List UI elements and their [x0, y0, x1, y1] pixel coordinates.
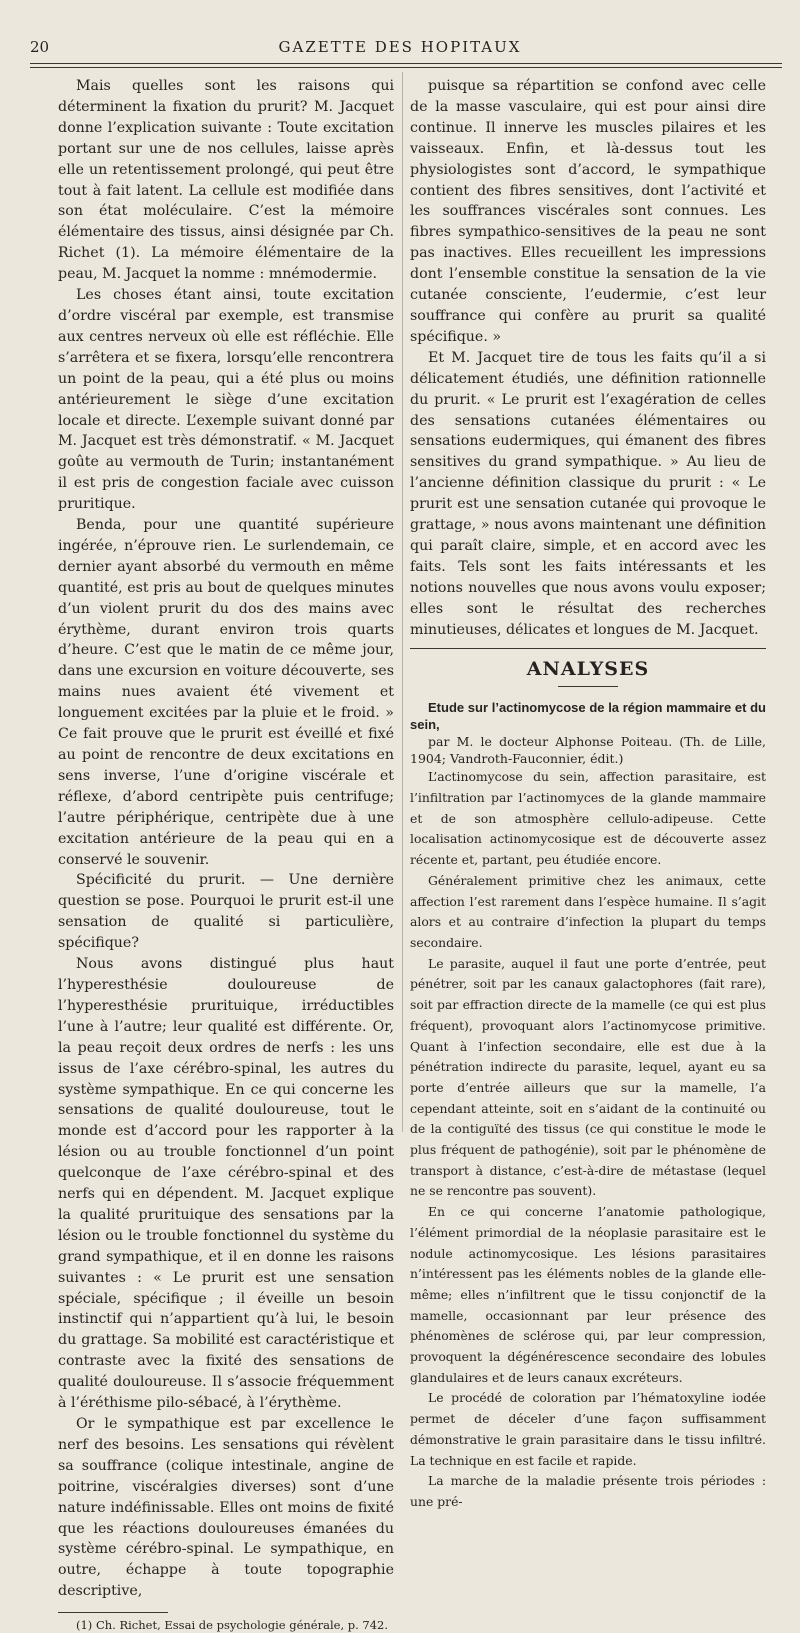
paragraph: Les choses étant ainsi, toute excitation d’ordre viscéral par exemple, est transmise aux centres nerveux où elle est réfléchie. Elle s’arrêtera et se fixera, lorsqu’elle rencontrera un point de la peau, qui a été plus ou moins antérieurement le siège d’une excitation locale et directe. L’exemple suivant donné par M. Jacquet est très démonstratif. « M. Jacquet goûte au vermouth de Turin; instantanément il est pris de congestion faciale avec cuisson pruritique. — [58, 287, 394, 513]
paragraph: Or le sympathique est par excellence le nerf des besoins. Les sensations qui révèlent sa souffrance (colique intestinale, angine de poitrine, viscéralgies diverses) sont d’une nature indéfinissable. Elles ont moins de fixité que les réactions douloureuses émanées du système cérébro-spinal. Le sympathique, en outre, échappe à toute topographie descriptive, — [58, 1416, 394, 1600]
column-separator — [402, 72, 403, 1132]
footnote: (1) Ch. Richet, Essai de psychologie générale, p. 742. — [76, 1618, 389, 1633]
paragraph: Le procédé de coloration par l’hématoxyline iodée permet de déceler d’une façon suffisamment démonstrative le grain parasitaire dans le tissu infiltré. La technique en est facile et rapide. — [410, 1390, 766, 1468]
review-title: Etude sur l’actinomycose de la région mammaire et du sein, — [410, 700, 766, 733]
page-number: 20 — [30, 38, 50, 56]
paragraph: L’actinomycose du sein, affection parasitaire, est l’infiltration par l’actinomyces de la glande mammaire et de son atmosphère cellulo-adipeuse. Cette localisation actinomycosique est de découverte assez récente et, partant, peu étudiée encore. — [410, 769, 766, 868]
paragraph: Benda, pour une quantité supérieure ingérée, n’éprouve rien. Le surlendemain, ce dernier ayant absorbé du vermouth en même quantité, est pris au bout de quelques minutes d’un violent prurit du dos des mains avec érythème, durant environ trois quarts d’heure. C’est que le matin de ce même jour, dans une excursion en voiture découverte, ses mains nues avaient été vivement et longuement excitées par la pluie et le froid. » Ce fait prouve que le prurit est éveillé et fixé au point de rencontre de deux excitations en sens inverse, l’une d’origine viscérale et réflexe, d’abord centripète puis centrifuge; l’autre périphérique, centripète due à une excitation antérieure de la peau qui en a conservé le souvenir. — [58, 517, 394, 868]
paragraph: La marche de la maladie présente trois périodes : une pré- — [410, 1473, 766, 1509]
paragraph: puisque sa répartition se confond avec celle de la masse vasculaire, qui est pour ainsi dire continue. Il innerve les muscles pilaires et les vaisseaux. Enfin, et là-dessus tout les physiologistes sont d’accord, le sympathique contient des fibres sensitives, dont l’activité et les souffrances viscérales sont connues. Les fibres sympathico-sensitives de la peau ne sont pas inactives. Elles recueillent les impressions dont l’ensemble constitue la sensation de la vie cutanée consciente, l’eudermie, c’est leur souffrance qui confère au prurit sa qualité spécifique. » — [410, 78, 766, 345]
paragraph: Et M. Jacquet tire de tous les faits qu’il a si délicatement étudiés, une définition rationnelle du prurit. « Le prurit est l’exagération de celles des sensations cutanées élémentaires ou sensations eudermiques, qui émanent des fibres sensitives du grand sympathique. » Au lieu de l’ancienne définition classique du prurit : « Le prurit est une sensation cutanée qui provoque le grattage, » nous avons maintenant une définition qui paraît claire, simple, et en accord avec les faits. Tels sont les faits intéressants et les notions nouvelles que nous avons voulu exposer; elles sont le résultat des recherches minutieuses, délicates et longues de M. Jacquet. — [410, 349, 766, 638]
paragraph: En ce qui concerne l’anatomie pathologique, l’élément primordial de la néoplasie parasitaire est le nodule actinomycosique. Les lésions parasitaires n’intéressent pas les éléments nobles de la glande elle-même; elles n’infiltrent que le tissu conjonctif de la mamelle, occasionnant par leur présence des phénomènes de sclérose qui, par leur compression, provoquent la dégénérescence secondaire des lobules glandulaires et de leurs canaux excréteurs. — [410, 1204, 766, 1385]
section-title-rule — [558, 686, 618, 687]
paragraph: Le parasite, auquel il faut une porte d’entrée, peut pénétrer, soit par les canaux galactophores (fait rare), soit par effraction directe de la mamelle (ce qui est plus fréquent), provoquant alors l’actinomycose primitive. Quant à l’infection secondaire, elle est due à la pénétration indirecte du parasite, lequel, ayant eu sa porte d’entrée ailleurs que sur la mamelle, l’a cependant atteinte, soit en s’aidant de la continuité ou de la contiguïté des tissus (ce qui constitue le mode le plus fréquent de pathogénie), soit par le phénomène de transport à distance, c’est-à-dire de métastase (lequel ne se rencontre pas souvent). — [410, 955, 766, 1199]
paragraph: Nous avons distingué plus haut l’hyperesthésie douloureuse de l’hyperesthésie prurituique, irréductibles l’une à l’autre; leur qualité est différente. Or, la peau reçoit deux ordres de nerfs : les uns issus de l’axe cérébro-spinal, les autres du système sympathique. En ce qui concerne les sensations de qualité douloureuse, tout le monde est d’accord pour les rapporter à la lésion ou au trouble fonctionnel d’un point quelconque de l’axe cérébro-spinal et des nerfs qui en dépendent. M. Jacquet explique la qualité prurituique des sensations par la lésion ou le trouble fonctionnel du système du grand sympathique, et il en donne les raisons suivantes : « Le prurit est une sensation spéciale, spécifique ; il éveille un besoin instinctif qui n’appartient qu’à lui, le besoin du grattage. Sa mobilité est caractéristique et contraste avec la fixité des sensations de qualité douloureuse. Il s’associe fréquemment à l’éréthisme pilo-sébacé, à l’érythème. — [58, 956, 394, 1412]
paragraph: Généralement primitive chez les animaux, cette affection l’est rarement dans l’espèce humaine. Il s’agit alors et au contraire d’infection la plupart du temps secondaire. — [410, 872, 766, 950]
header-rule-secondary — [30, 67, 782, 68]
right-column — [410, 76, 766, 1513]
footnote-rule — [58, 1612, 168, 1613]
review-body — [410, 767, 766, 1512]
running-head: GAZETTE DES HOPITAUX — [278, 38, 522, 56]
header-rule — [30, 63, 782, 64]
paragraph: Mais quelles sont les raisons qui déterminent la fixation du prurit? M. Jacquet donne l’explication suivante : Toute excitation portant sur une de nos cellules, laisse après elle un retentissement prolongé, qui peut être tout à fait latent. La cellule est modifiée dans son état moléculaire. C’est la mémoire élémentaire des tissus, ainsi désignée par Ch. Richet (1). La mémoire élémentaire de la peau, M. Jacquet la nomme : mnémodermie. — [58, 78, 394, 283]
left-column — [58, 76, 394, 1633]
section-title: ANALYSES — [526, 658, 650, 681]
paragraph: Spécificité du prurit. — Une dernière question se pose. Pourquoi le prurit est-il une sensation de qualité si particulière, spécifique? — [58, 872, 394, 952]
section-rule — [410, 648, 766, 649]
review-reference: par M. le docteur Alphonse Poiteau. (Th. de Lille, 1904; Vandroth-Fauconnier, édit.) — [410, 734, 766, 767]
